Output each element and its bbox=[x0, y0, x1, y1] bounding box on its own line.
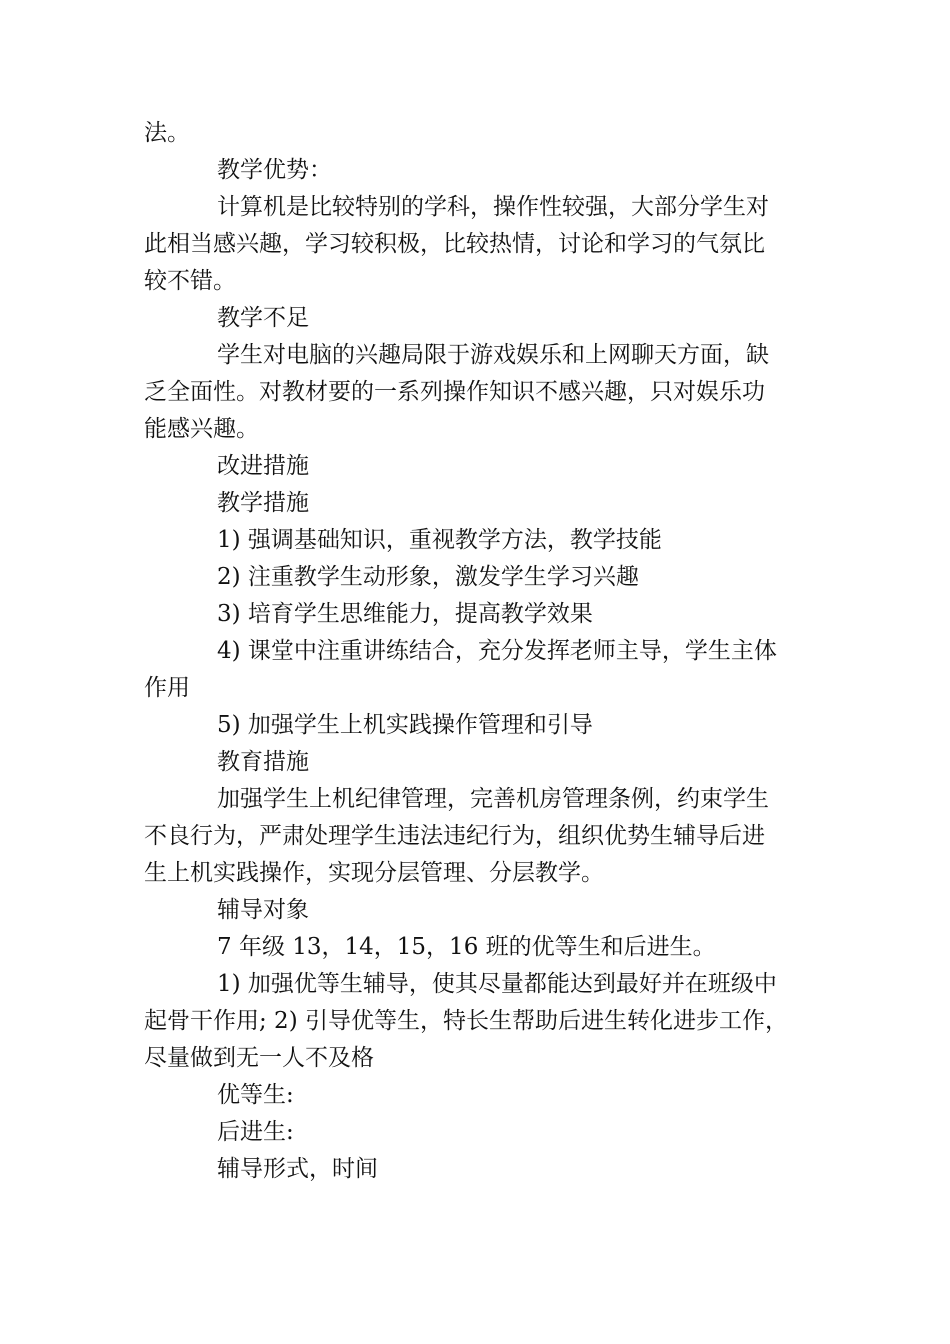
section-heading: 后进生: bbox=[217, 1119, 294, 1145]
text-line: 学生对电脑的兴趣局限于游戏娱乐和上网聊天方面，缺 bbox=[217, 342, 769, 368]
text-line: 生上机实践操作，实现分层管理、分层教学。 bbox=[144, 860, 604, 886]
text-line: 作用 bbox=[144, 675, 190, 701]
section-heading: 辅导形式，时间 bbox=[217, 1156, 378, 1182]
section-heading: 改进措施 bbox=[217, 453, 309, 479]
section-heading: 优等生: bbox=[217, 1082, 294, 1108]
list-item: 5) 加强学生上机实践操作管理和引导 bbox=[217, 712, 593, 738]
text-line: 加强学生上机纪律管理，完善机房管理条例，约束学生 bbox=[217, 786, 769, 812]
section-heading: 教学优势： bbox=[217, 157, 332, 183]
text-line: 计算机是比较特别的学科，操作性较强，大部分学生对 bbox=[217, 194, 769, 220]
document-page bbox=[144, 115, 814, 1188]
section-heading: 辅导对象 bbox=[217, 897, 309, 923]
list-item: 2) 注重教学生动形象，激发学生学习兴趣 bbox=[217, 564, 639, 590]
text-line: 乏全面性。对教材要的一系列操作知识不感兴趣，只对娱乐功 bbox=[144, 379, 765, 405]
text-line: 7 年级 13，14，15，16 班的优等生和后进生。 bbox=[217, 934, 716, 960]
list-item: 4) 课堂中注重讲练结合，充分发挥老师主导，学生主体 bbox=[217, 638, 777, 664]
text-line: 此相当感兴趣，学习较积极，比较热情，讨论和学习的气氛比 bbox=[144, 231, 765, 257]
text-line: 尽量做到无一人不及格 bbox=[144, 1045, 374, 1071]
text-line: 较不错。 bbox=[144, 268, 236, 294]
section-heading: 教育措施 bbox=[217, 749, 309, 775]
text-line: 起骨干作用; 2) 引导优等生，特长生帮助后进生转化进步工作， bbox=[144, 1008, 788, 1034]
list-item: 1) 加强优等生辅导，使其尽量都能达到最好并在班级中 bbox=[217, 971, 777, 997]
text-line: 法。 bbox=[144, 120, 190, 146]
section-heading: 教学措施 bbox=[217, 490, 309, 516]
section-heading: 教学不足 bbox=[217, 305, 309, 331]
list-item: 1) 强调基础知识，重视教学方法，教学技能 bbox=[217, 527, 662, 553]
text-line: 不良行为，严肃处理学生违法违纪行为，组织优势生辅导后进 bbox=[144, 823, 765, 849]
text-line: 能感兴趣。 bbox=[144, 416, 259, 442]
list-item: 3) 培育学生思维能力，提高教学效果 bbox=[217, 601, 593, 627]
